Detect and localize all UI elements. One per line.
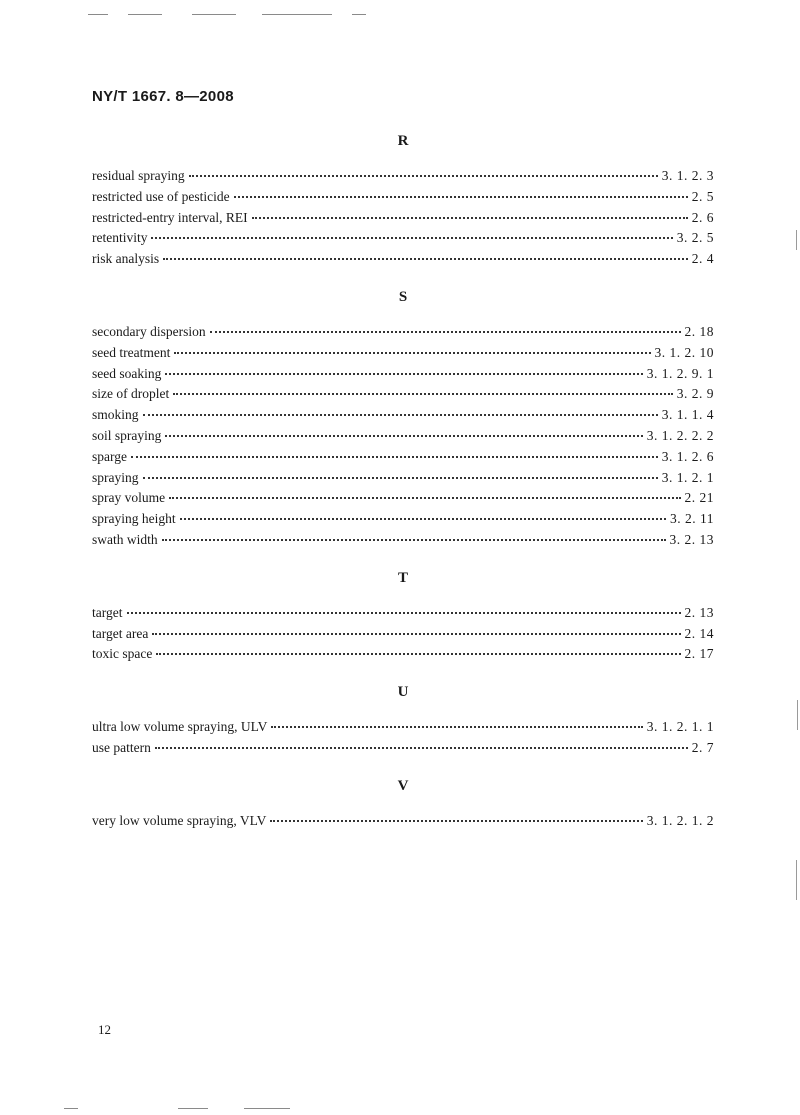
dot-leader [162, 539, 666, 541]
dot-leader [156, 653, 680, 655]
entry-ref: 3. 1. 2. 3 [661, 168, 714, 183]
entry-ref: 2. 5 [691, 188, 714, 204]
dot-leader [271, 726, 642, 728]
section-letter: S [398, 288, 408, 305]
dot-leader [131, 456, 658, 458]
section-letter: R [397, 133, 409, 149]
dot-leader [127, 612, 681, 614]
dot-leader [169, 497, 680, 499]
entry-term: spray volume [92, 490, 166, 506]
entry-term: seed soaking [92, 365, 162, 381]
index-section-u [92, 681, 714, 759]
entry-ref: 2. 6 [691, 209, 714, 225]
entry-term: target area [92, 625, 149, 641]
entry-ref: 3. 2. 13 [669, 531, 714, 547]
dot-leader [143, 477, 658, 479]
entry-term: very low volume spraying, VLV [92, 812, 267, 828]
dot-leader [210, 331, 681, 333]
entry-ref: 3. 2. 9 [676, 386, 714, 402]
entry-term: smoking [92, 407, 139, 423]
dot-leader [173, 393, 673, 395]
index-entry [92, 426, 714, 447]
entry-term: soil spraying [92, 427, 162, 443]
index-entry [92, 468, 714, 489]
dot-leader [152, 633, 680, 635]
index-entry [92, 738, 714, 759]
scan-artifact-top-4 [262, 14, 332, 15]
dot-leader [163, 258, 688, 260]
dot-leader [234, 196, 688, 198]
entry-term: secondary dispersion [92, 323, 206, 339]
entry-term: spraying [92, 469, 139, 485]
entry-ref: 3. 1. 1. 4 [661, 407, 714, 423]
index-entry [92, 488, 714, 509]
entry-ref: 2. 14 [684, 625, 714, 641]
scan-artifact-top-1 [88, 14, 108, 15]
entry-ref: 2. 13 [684, 604, 714, 620]
entry-ref: 3. 1. 2. 1. 1 [646, 719, 714, 735]
entry-term: risk analysis [92, 251, 160, 267]
dot-leader [165, 373, 642, 375]
dot-leader [189, 175, 658, 177]
document-code: NY/T 1667. 8—2008 [92, 88, 234, 105]
index-entry [92, 405, 714, 426]
entry-term: sparge [92, 448, 127, 464]
entry-term: use pattern [92, 739, 151, 755]
entry-ref: 3. 1. 2. 1 [661, 469, 714, 485]
section-letter: T [397, 569, 408, 586]
scan-artifact-top-5 [352, 14, 366, 15]
index-entry [92, 228, 714, 249]
entry-term: restricted use of pesticide [92, 188, 230, 204]
index-entry [92, 322, 714, 343]
entry-term: retentivity [92, 230, 148, 246]
index-section-v [92, 775, 714, 832]
scan-artifact-edge-2 [797, 700, 798, 730]
index-section-s [92, 286, 714, 551]
scan-artifact-top-2 [128, 14, 162, 15]
section-letter: U [397, 684, 409, 701]
entry-ref: 3. 2. 11 [670, 511, 714, 527]
index-entry [92, 249, 714, 270]
entry-term: seed treatment [92, 344, 171, 360]
entry-term: restricted-entry interval, REI [92, 209, 248, 225]
entry-term: residual spraying [92, 168, 185, 183]
dot-leader [143, 414, 658, 416]
index-entry [92, 364, 714, 385]
index-entry [92, 166, 714, 187]
entry-ref: 2. 7 [691, 739, 714, 755]
entry-ref: 2. 21 [684, 490, 714, 506]
dot-leader [174, 352, 650, 354]
entry-ref: 2. 4 [691, 251, 714, 267]
dot-leader [151, 237, 672, 239]
entry-term: spraying height [92, 511, 176, 527]
page-number: 12 [98, 1022, 111, 1037]
index-entry [92, 644, 714, 665]
section-letter: V [397, 777, 409, 794]
entry-term: ultra low volume spraying, ULV [92, 719, 268, 735]
entry-ref: 3. 1. 2. 6 [661, 448, 714, 464]
entry-ref: 2. 18 [684, 323, 714, 339]
index-entry [92, 208, 714, 229]
entry-term: swath width [92, 531, 158, 547]
scan-artifact-edge-3 [796, 860, 797, 900]
index-entry [92, 624, 714, 645]
dot-leader [165, 435, 642, 437]
scan-artifact-edge-1 [796, 230, 797, 250]
entry-ref: 3. 1. 2. 2. 2 [646, 427, 714, 443]
index-entry [92, 509, 714, 530]
index-section-t [92, 567, 714, 665]
term-index [92, 130, 714, 848]
index-entry [92, 717, 714, 738]
entry-ref: 3. 1. 2. 9. 1 [646, 365, 714, 381]
dot-leader [270, 820, 642, 822]
scan-artifact-top-3 [192, 14, 236, 15]
dot-leader [155, 747, 688, 749]
index-section-r [92, 130, 714, 270]
entry-ref: 2. 17 [684, 646, 714, 662]
entry-ref: 3. 1. 2. 1. 2 [646, 812, 714, 828]
dot-leader [180, 518, 666, 520]
index-entry [92, 603, 714, 624]
scan-artifact-bottom-2 [178, 1108, 208, 1109]
index-entry [92, 530, 714, 551]
index-entry [92, 447, 714, 468]
index-entry [92, 811, 714, 832]
index-entry [92, 343, 714, 364]
entry-term: size of droplet [92, 386, 170, 402]
index-entry [92, 187, 714, 208]
index-entry [92, 384, 714, 405]
dot-leader [252, 217, 688, 219]
entry-term: toxic space [92, 646, 153, 662]
scan-artifact-bottom-3 [244, 1108, 290, 1109]
entry-ref: 3. 2. 5 [676, 230, 714, 246]
entry-term: target [92, 604, 123, 620]
entry-ref: 3. 1. 2. 10 [654, 344, 714, 360]
scan-artifact-bottom-1 [64, 1108, 78, 1109]
